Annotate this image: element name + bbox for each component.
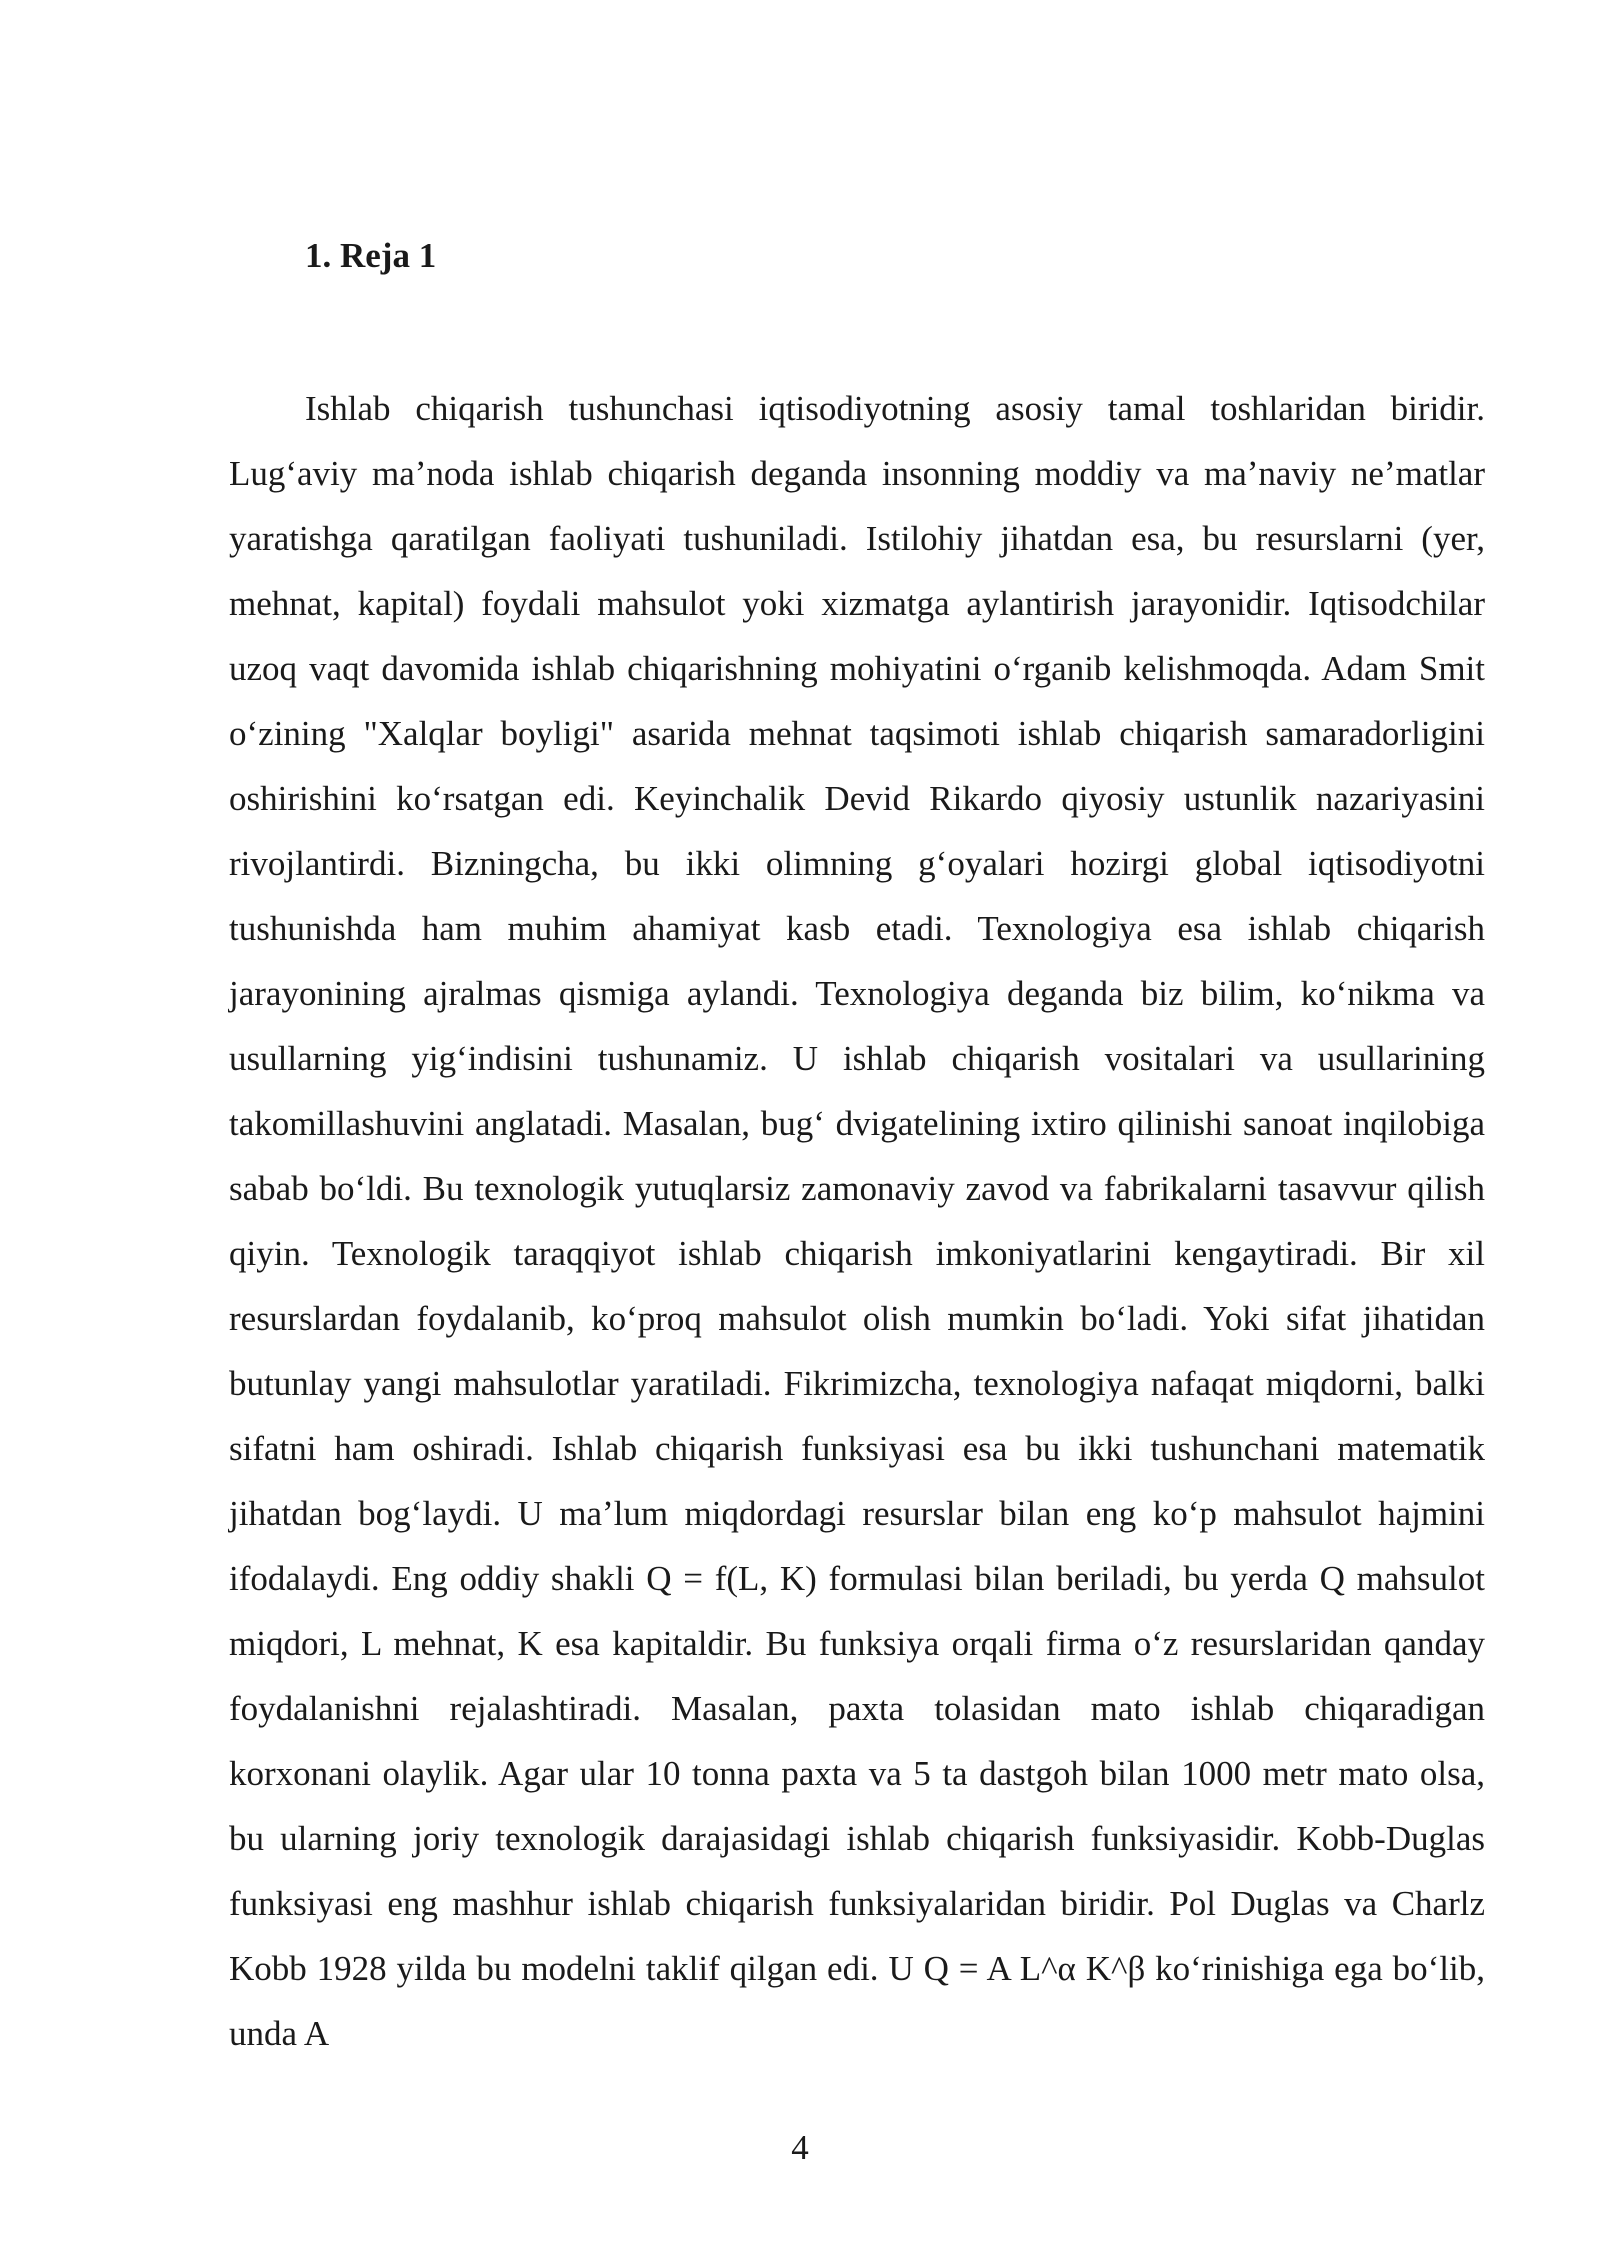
- page-number: 4: [791, 2128, 809, 2167]
- body-paragraph: Ishlab chiqarish tushunchasi iqtisodiyotning asosiy tamal toshlaridan biridir. Lugʻaviy maʼnoda ishlab chiqarish deganda insonning moddiy va maʼnaviy neʼmatlar yaratishga qaratilgan faoliyati tushuniladi. Istilohiy jihatdan esa, bu resurslarni (yer, mehnat, kapital) foydali mahsulot yoki xizmatga aylantirish jarayonidir. Iqtisodchilar uzoq vaqt davomida ishlab chiqarishning mohiyatini oʻrganib kelishmoqda. Adam Smit oʻzining "Xalqlar boyligi" asarida mehnat taqsimoti ishlab chiqarish samaradorligini oshirishini koʻrsatgan edi. Keyinchalik Devid Rikardo qiyosiy ustunlik nazariyasini rivojlantirdi. Bizningcha, bu ikki olimning gʻoyalari hozirgi global iqtisodiyotni tushunishda ham muhim ahamiyat kasb etadi. Texnologiya esa ishlab chiqarish jarayonining ajralmas qismiga aylandi. Texnologiya deganda biz bilim, koʻnikma va usullarning yigʻindisini tushunamiz. U ishlab chiqarish vositalari va usullarining takomillashuvini anglatadi. Masalan, bugʻ dvigatelining ixtiro qilinishi sanoat inqilobiga sabab boʻldi. Bu texnologik yutuqlarsiz zamonaviy zavod va fabrikalarni tasavvur qilish qiyin. Texnologik taraqqiyot ishlab chiqarish imkoniyatlarini kengaytiradi. Bir xil resurslardan foydalanib, koʻproq mahsulot olish mumkin boʻladi. Yoki sifat jihatidan butunlay yangi mahsulotlar yaratiladi. Fikrimizcha, texnologiya nafaqat miqdorni, balki sifatni ham oshiradi. Ishlab chiqarish funksiyasi esa bu ikki tushunchani matematik jihatdan bogʻlaydi. U maʼlum miqdordagi resurslar bilan eng koʻp mahsulot hajmini ifodalaydi. Eng oddiy shakli Q = f(L, K) formulasi bilan beriladi, bu yerda Q mahsulot miqdori, L mehnat, K esa kapitaldir. Bu funksiya orqali firma oʻz resurslaridan qanday foydalanishni rejalashtiradi. Masalan, paxta tolasidan mato ishlab chiqaradigan korxonani olaylik. Agar ular 10 tonna paxta va 5 ta dastgoh bilan 1000 metr mato olsa, bu ularning joriy texnologik darajasidagi ishlab chiqarish funksiyasidir. Kobb-Duglas funksiyasi eng mashhur ishlab chiqarish funksiyalaridan biridir. Pol Duglas va Charlz Kobb 1928 yilda bu modelni taklif qilgan edi. U Q = A L^α K^β koʻrinishiga ega boʻlib, unda A: [229, 389, 1485, 2053]
- section-heading: 1. Reja 1: [305, 236, 437, 275]
